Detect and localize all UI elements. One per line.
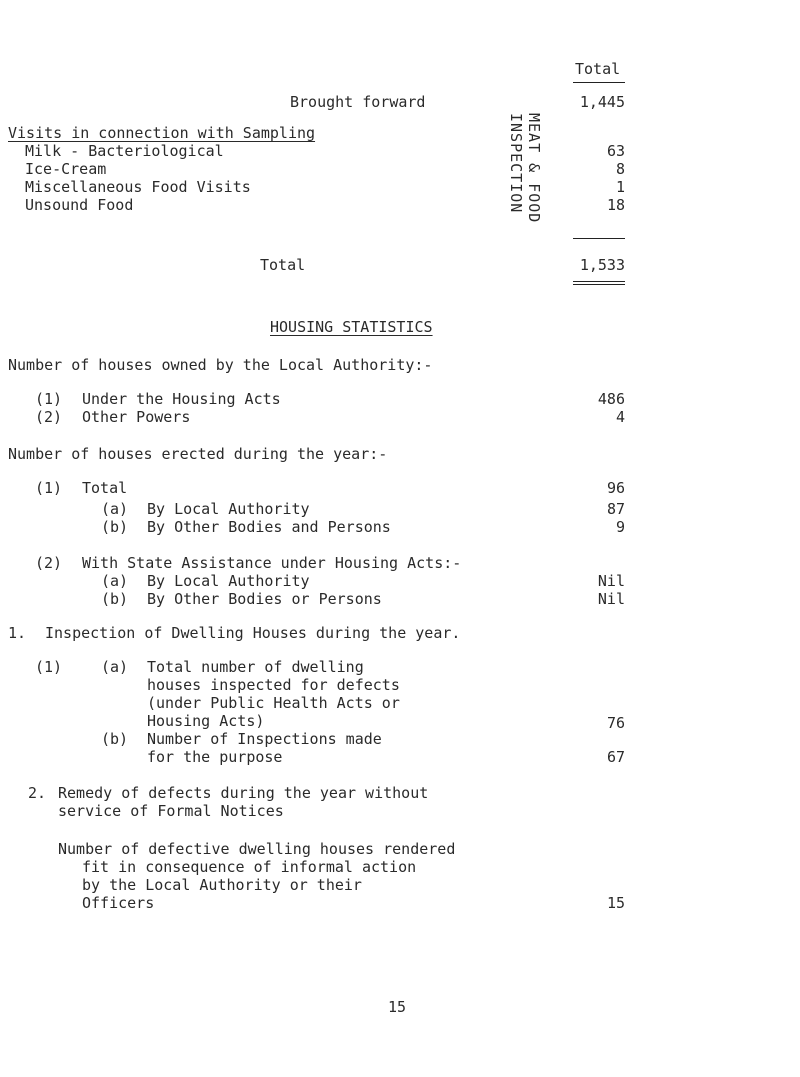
visit-item-value: 1: [615, 178, 625, 196]
inspection-sub-num: (1): [35, 658, 63, 676]
remedy-line: Remedy of defects during the year without: [58, 784, 429, 802]
brought-forward-label: Brought forward: [290, 93, 426, 111]
side-label-inspection: INSPECTION: [507, 113, 525, 214]
erected-sub-label: By Other Bodies and Persons: [147, 518, 391, 536]
owned-value: 486: [597, 390, 625, 408]
state-sub-num: (a): [101, 572, 129, 590]
total-double-rule-top: [573, 281, 625, 282]
state-label: With State Assistance under Housing Acts:-: [82, 554, 462, 572]
visit-item-label: Miscellaneous Food Visits: [25, 178, 251, 196]
inspection-b-value: 67: [606, 748, 625, 766]
remedy-num: 2.: [28, 784, 47, 802]
total-header-underline: [573, 82, 625, 83]
erected-total-label: Total: [82, 479, 128, 497]
erected-intro: Number of houses erected during the year:-: [8, 445, 388, 463]
visits-total-value: 1,533: [579, 256, 625, 274]
inspection-b-line: for the purpose: [147, 748, 283, 766]
state-num: (2): [35, 554, 63, 572]
remedy-para-line: Number of defective dwelling houses rendered: [58, 840, 456, 858]
housing-heading: HOUSING STATISTICS: [270, 318, 433, 336]
remedy-para-line: Officers: [82, 894, 155, 912]
remedy-value: 15: [606, 894, 625, 912]
owned-num: (2): [35, 408, 63, 426]
remedy-para-line: by the Local Authority or their: [82, 876, 362, 894]
visit-item-value: 8: [615, 160, 625, 178]
owned-intro: Number of houses owned by the Local Authority:-: [8, 356, 433, 374]
erected-sub-value: 87: [606, 500, 625, 518]
inspection-b-num: (b): [101, 730, 129, 748]
state-sub-value: Nil: [597, 590, 625, 608]
inspection-num: 1.: [8, 624, 27, 642]
owned-label: Under the Housing Acts: [82, 390, 281, 408]
inspection-a-line: (under Public Health Acts or: [147, 694, 400, 712]
inspection-a-value: 76: [606, 714, 625, 732]
inspection-b-line: Number of Inspections made: [147, 730, 382, 748]
brought-forward-value: 1,445: [579, 93, 625, 111]
owned-label: Other Powers: [82, 408, 191, 426]
state-sub-num: (b): [101, 590, 129, 608]
erected-sub-num: (b): [101, 518, 129, 536]
visits-heading: Visits in connection with Sampling: [8, 124, 316, 142]
side-label-meat-food: MEAT & FOOD: [525, 113, 543, 224]
inspection-heading: Inspection of Dwelling Houses during the year.: [45, 624, 461, 642]
owned-value: 4: [615, 408, 625, 426]
inspection-a-line: houses inspected for defects: [147, 676, 400, 694]
visit-item-label: Milk - Bacteriological: [25, 142, 224, 160]
state-sub-label: By Other Bodies or Persons: [147, 590, 382, 608]
inspection-a-line: Housing Acts): [147, 712, 265, 730]
inspection-a-num: (a): [101, 658, 129, 676]
remedy-para-line: fit in consequence of informal action: [82, 858, 417, 876]
erected-sub-num: (a): [101, 500, 129, 518]
visits-total-label: Total: [260, 256, 306, 274]
visit-item-value: 18: [606, 196, 625, 214]
visit-item-label: Ice-Cream: [25, 160, 107, 178]
remedy-line: service of Formal Notices: [58, 802, 284, 820]
total-column-header: Total: [575, 60, 621, 78]
inspection-a-line: Total number of dwelling: [147, 658, 364, 676]
erected-total-value: 96: [606, 479, 625, 497]
state-sub-value: Nil: [597, 572, 625, 590]
owned-num: (1): [35, 390, 63, 408]
state-sub-label: By Local Authority: [147, 572, 310, 590]
visit-item-label: Unsound Food: [25, 196, 134, 214]
erected-sub-label: By Local Authority: [147, 500, 310, 518]
visit-item-value: 63: [606, 142, 625, 160]
page-number: 15: [388, 998, 407, 1016]
subtotal-rule: [573, 238, 625, 239]
total-double-rule-bottom: [573, 284, 625, 285]
erected-total-num: (1): [35, 479, 63, 497]
erected-sub-value: 9: [615, 518, 625, 536]
